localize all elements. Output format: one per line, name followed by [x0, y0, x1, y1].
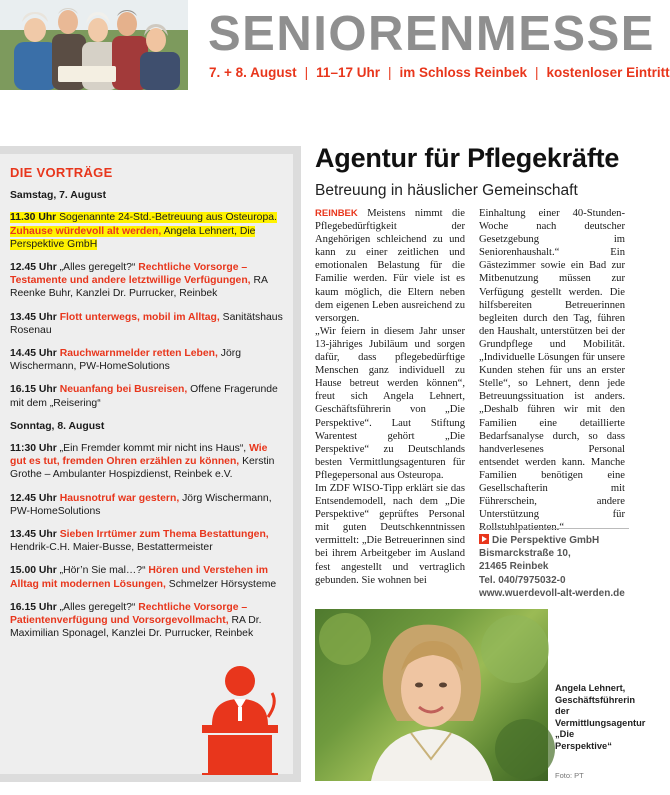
article-column-2 — [479, 207, 625, 534]
lecture-program-list — [10, 166, 285, 650]
speaker-podium-icon — [198, 663, 282, 775]
program-item-topic: Rechtliche Vorsorge – Patientenverfügung und Vorsorgevollmacht, — [10, 601, 248, 627]
program-item-time: 15.00 Uhr — [10, 565, 57, 577]
header-banner — [0, 0, 670, 90]
program-item-speaker: Schmelzer Hörsysteme — [165, 578, 277, 590]
photo-caption: Angela Lehnert, Geschäftsführerin der Vermittlungsagentur „Die Perspektive“ — [555, 683, 646, 751]
article-headline: Agentur für Pflegekräfte — [315, 143, 620, 173]
article-lead: Meistens nimmt die Pflegebedürftigkeit der Angehörigen schleichend zu und kann zu einer zeitlichen und emotionalen Belastung für die Familie werden. Für viele ist es kaum möglich, die Eltern neben dem eigenen Leben ausreichend zu versorgen. — [315, 208, 465, 324]
program-item-time: 14.45 Uhr — [10, 348, 57, 360]
program-item-time: 13.45 Uhr — [10, 311, 57, 323]
program-item-time: 12.45 Uhr — [10, 262, 57, 274]
program-item-topic: Zuhause würdevoll alt werden, — [10, 225, 162, 237]
program-item-time: 16.15 Uhr — [10, 384, 57, 396]
article-dateline: REINBEK — [315, 208, 358, 219]
program-item — [10, 347, 285, 373]
program-item-time: 12.45 Uhr — [10, 492, 57, 504]
program-item-speaker: Hendrik-C.H. Maier-Busse, Bestattermeister — [10, 542, 213, 554]
article-paragraph-3: Im ZDF WISO-Tipp erklärt sie das Entsendemodell, nach dem „Die Perspektive“ geprüftes Personal mit guten Deutschkenntnissen vermittelt: „Die Betreuerinnen sind bei ihrem Arbeitgeber im Ausland fest angestellt und vertraglich gebunden. Sie wohnen bei — [315, 482, 465, 586]
program-item-topic: Sieben Irrtümer zum Thema Bestattungen, — [59, 529, 269, 541]
program-item-topic: Hören und Verstehen im Alltag mit modernen Lösungen, — [10, 565, 268, 590]
article-paragraph-4: Einhaltung einer 40-Stunden-Woche nach deutscher Gesetzgebung im Seniorenhaushalt.“ Ein Gästezimmer sowie ein Bad zur Mitbenutzung müssen zur Verfügung gestellt werden. Die hilfsbereiten Betreuerinnen begleiten durch den Tag, führen den Haushalt, unterstützen bei der Grundpflege und Mobilität. „Individuelle Lösungen für unsere Kunden stehen für uns an erster Stelle“, so Lehnert, denn jede Betreuungssituation ist anders. „Deshalb führen wir mit den Familien eine detaillierte Bedarfsanalyse durch, so dass handverlesenes Personal entsendet werden kann. Manche Familien benötigen eine Gesellschafterin mit Führerschein, andere Unterstützung für Rollstuhlpatienten.“ — [479, 208, 625, 534]
program-item-topic: Hausnotruf war gestern, — [59, 492, 180, 504]
contact-company-line — [479, 533, 629, 547]
fair-location: im Schloss Reinbek — [399, 65, 528, 80]
fair-entry: kostenloser Eintritt — [546, 65, 670, 80]
program-item — [10, 601, 285, 641]
program-item-speaker: RA Dr. Maximilian Sponagel, Kanzlei Dr. Purrucker, Reinbek — [10, 615, 262, 640]
program-item-intro: Sogenannte 24-Std.-Betreuung aus Osteuropa. — [56, 212, 277, 224]
program-item-speaker: Jörg Wischermann, PW-HomeSolutions — [10, 348, 242, 373]
program-item-topic: Rechtliche Vorsorge – Testamente und andere letztwillige Verfügungen, — [10, 262, 251, 287]
program-item-topic: Wie gut es tut, fremden Ohren erzählen zu können, — [10, 443, 268, 468]
program-item-intro: „Alles geregelt?“ — [56, 262, 139, 274]
program-item-time: 13.45 Uhr — [10, 529, 57, 541]
angela-lehnert-portrait — [315, 609, 548, 781]
fair-info-line: 7. + 8. August | 11–17 Uhr | im Schloss Reinbek | kostenloser Eintritt — [209, 65, 670, 80]
program-item — [10, 492, 285, 518]
program-item — [10, 211, 285, 251]
seniors-group-photo — [0, 0, 188, 90]
program-item — [10, 528, 285, 554]
program-item-intro: „Alles geregelt?“ — [56, 601, 139, 613]
contact-box — [479, 528, 629, 600]
article-paragraph-2: „Wir feiern in diesem Jahr unser 13-jähriges Jubiläum und sorgen dafür, dass pflegebedürftige Menschen ganz individuell zu Hause betreut werden können“, freut sich Angela Lehnert, Geschäftsführerin von „Die Perspektive“. Laut Stiftung Warentest gehört „Die Perspektive“ zu Deutschlands besten Vermittlungsagenturen für Pflegepersonal aus Osteuropa. — [315, 325, 465, 481]
program-item-intro: „Hör’n Sie mal…?“ — [56, 565, 149, 577]
program-item-topic: Rauchwarnmelder retten Leben, — [59, 348, 218, 360]
program-item-speaker: Sanitätshaus Rosenau — [10, 311, 283, 336]
program-item — [10, 442, 285, 482]
header-text-area — [200, 0, 670, 90]
article-subhead: Betreuung in häuslicher Gemeinschaft — [315, 182, 578, 199]
article-column-1 — [315, 207, 465, 587]
program-day-label: Samstag, 7. August — [10, 190, 107, 202]
program-item — [10, 261, 285, 301]
program-item-topic: Flott unterwegs, mobil im Alltag, — [59, 311, 220, 323]
program-item — [10, 383, 285, 409]
contact-city: 21465 Reinbek — [479, 561, 549, 573]
program-item-speaker: Kerstin Grothe – Ambulanter Hospizdienst, Reinbek e.V. — [10, 456, 275, 481]
fair-title: SENIORENMESSE — [208, 7, 655, 61]
fair-time: 11–17 Uhr — [316, 65, 380, 80]
program-item-topic: Neuanfang bei Busreisen, — [59, 384, 188, 396]
program-title: DIE VORTRÄGE — [10, 165, 113, 180]
program-item-time: 16.15 Uhr — [10, 601, 57, 613]
program-item-speaker: Angela Lehnert, Die Perspektive GmbH — [10, 225, 256, 250]
photo-credit: Foto: PT — [555, 771, 584, 780]
contact-street: Bismarckstraße 10, — [479, 548, 571, 560]
program-item-time: 11:30 Uhr — [10, 443, 57, 455]
fair-date: 7. + 8. August — [209, 65, 297, 80]
contact-company: Die Perspektive GmbH — [492, 535, 600, 546]
contact-phone: Tel. 040/7975032-0 — [479, 574, 566, 586]
program-item-speaker: RA Reenke Buhr, Kanzlei Dr. Purrucker, Reinbek — [10, 275, 268, 300]
arrow-icon — [479, 534, 489, 544]
program-item-time: 11.30 Uhr — [10, 212, 57, 224]
program-item-speaker: Jörg Wischermann, PW-HomeSolutions — [10, 492, 272, 517]
program-item-intro: „Ein Fremder kommt mir nicht ins Haus“, — [56, 443, 250, 455]
program-item-speaker: Offene Fragerunde mit dem „Reisering“ — [10, 384, 278, 409]
program-day-label: Sonntag, 8. August — [10, 420, 105, 432]
contact-website[interactable]: www.wuerdevoll-alt-werden.de — [479, 587, 625, 599]
program-item — [10, 311, 285, 337]
program-item — [10, 564, 285, 590]
